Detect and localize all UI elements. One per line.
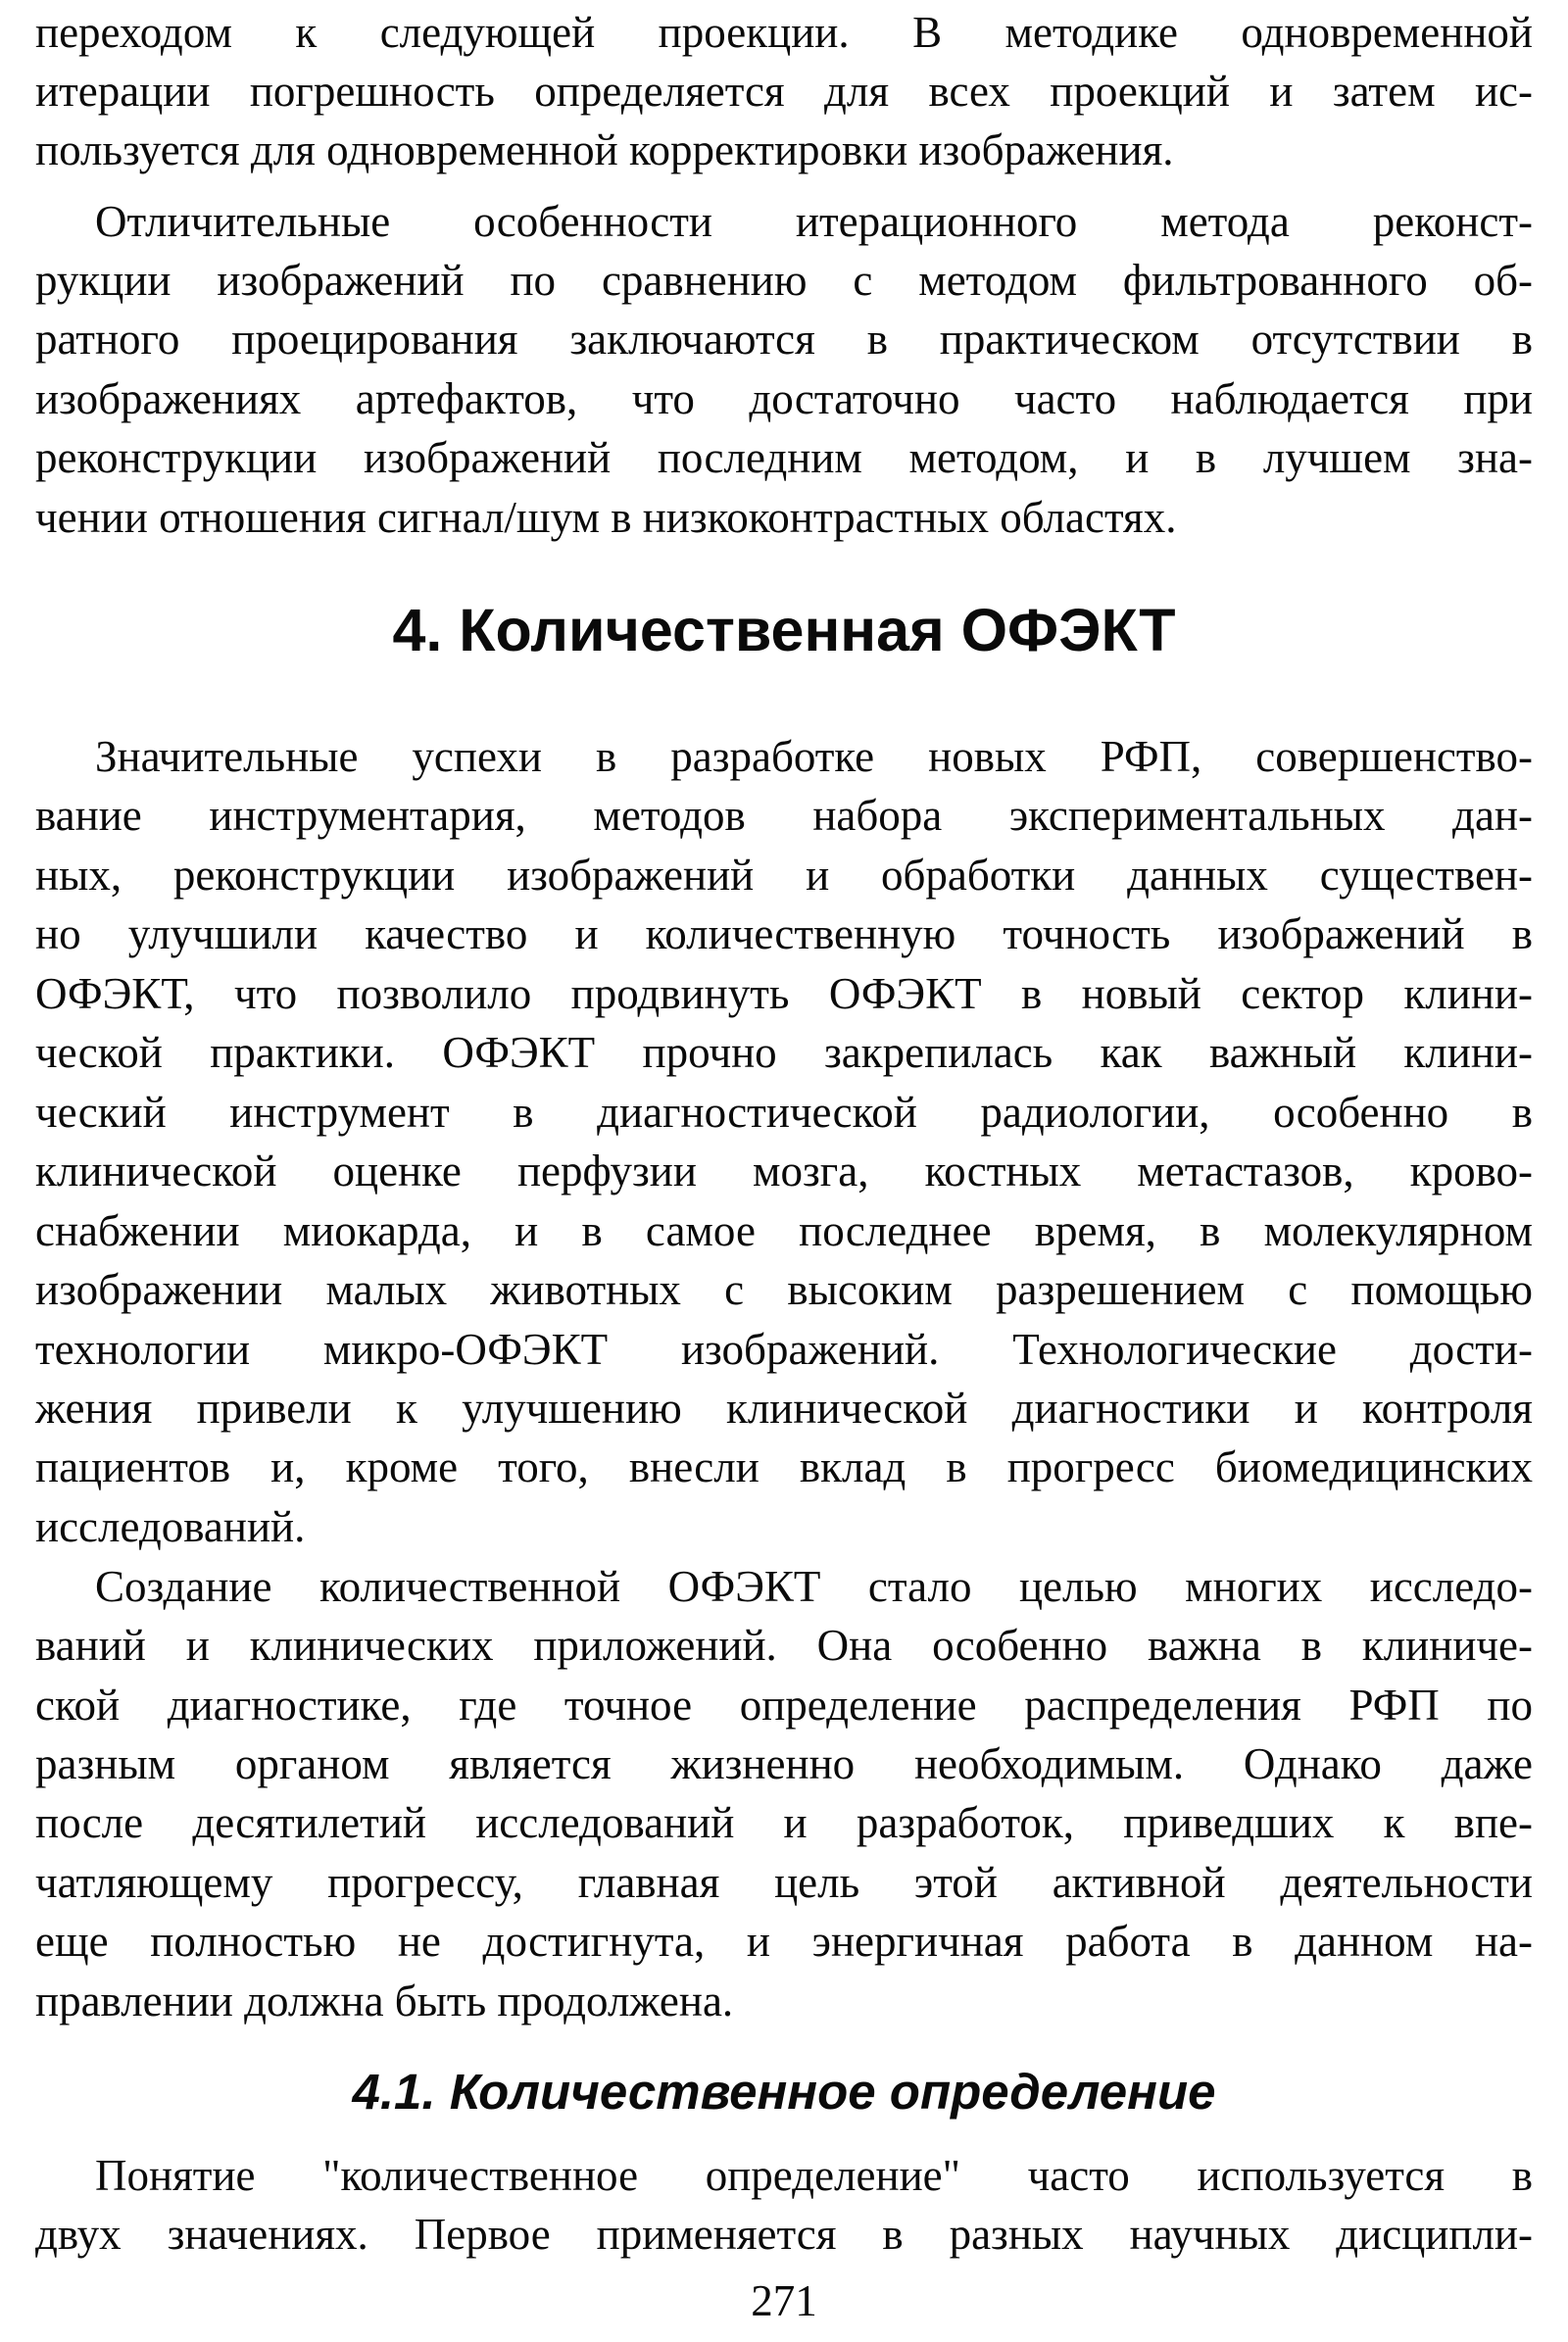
text-line: жения привели к улучшению клинической диагностики и контроля (35, 1384, 1533, 1433)
text-line: после десятилетий исследований и разработок, приведших к впе- (35, 1798, 1533, 1847)
text-line: итерации погрешность определяется для всех проекций и затем ис- (35, 67, 1533, 116)
section-heading: 4. Количественная ОФЭКТ (392, 597, 1176, 663)
text-line: изображении малых животных с высоким разрешением с помощью (35, 1265, 1533, 1314)
text-line: двух значениях. Первое применяется в разных научных дисципли- (35, 2210, 1533, 2259)
text-line: технологии микро-ОФЭКТ изображений. Технологические дости- (35, 1325, 1533, 1374)
text-line: ных, реконструкции изображений и обработки данных существен- (35, 851, 1533, 900)
text-line: ОФЭКТ, что позволило продвинуть ОФЭКТ в новый сектор клини- (35, 969, 1533, 1018)
text-line: пользуется для одновременной корректировки изображения. (35, 125, 1174, 174)
text-line: Создание количественной ОФЭКТ стало целью многих исследо- (95, 1562, 1533, 1611)
text-line: ратного проецирования заключаются в практическом отсутствии в (35, 315, 1533, 364)
text-line: исследований. (35, 1502, 306, 1551)
text-line: Отличительные особенности итерационного метода реконст- (95, 197, 1533, 246)
text-line: изображениях артефактов, что достаточно часто наблюдается при (35, 374, 1533, 423)
text-line: но улучшили качество и количественную точность изображений в (35, 909, 1533, 958)
text-line: ческой практики. ОФЭКТ прочно закрепилась как важный клини- (35, 1028, 1533, 1077)
text-line: еще полностью не достигнута, и энергичная работа в данном на- (35, 1917, 1533, 1966)
text-line: ваний и клинических приложений. Она особенно важна в клиниче- (35, 1621, 1533, 1670)
page-number: 271 (751, 2276, 817, 2325)
text-line: рукции изображений по сравнению с методом фильтрованного об- (35, 256, 1533, 305)
text-line: ской диагностике, где точное определение распределения РФП по (35, 1681, 1533, 1730)
text-line: разным органом является жизненно необходимым. Однако даже (35, 1739, 1533, 1788)
text-line: ческий инструмент в диагностической радиологии, особенно в (35, 1088, 1533, 1137)
text-line: клинической оценке перфузии мозга, костных метастазов, крово- (35, 1147, 1533, 1195)
text-line: Значительные успехи в разработке новых РФП, совершенство- (95, 732, 1533, 781)
text-line: чатляющему прогрессу, главная цель этой активной деятельности (35, 1858, 1533, 1907)
text-line: правлении должна быть продолжена. (35, 1976, 734, 2025)
subsection-heading: 4.1. Количественное определение (352, 2064, 1216, 2120)
text-line: вание инструментария, методов набора экспериментальных дан- (35, 791, 1533, 840)
document-page (35, 0, 1533, 2342)
text-line: чении отношения сигнал/шум в низкоконтрастных областях. (35, 493, 1177, 542)
text-line: снабжении миокарда, и в самое последнее время, в молекулярном (35, 1206, 1533, 1255)
text-line: пациентов и, кроме того, внесли вклад в прогресс биомедицинских (35, 1442, 1533, 1491)
text-line: Понятие "количественное определение" часто используется в (95, 2151, 1533, 2200)
text-line: реконструкции изображений последним методом, и в лучшем зна- (35, 433, 1533, 482)
text-line: переходом к следующей проекции. В методике одновременной (35, 8, 1533, 57)
